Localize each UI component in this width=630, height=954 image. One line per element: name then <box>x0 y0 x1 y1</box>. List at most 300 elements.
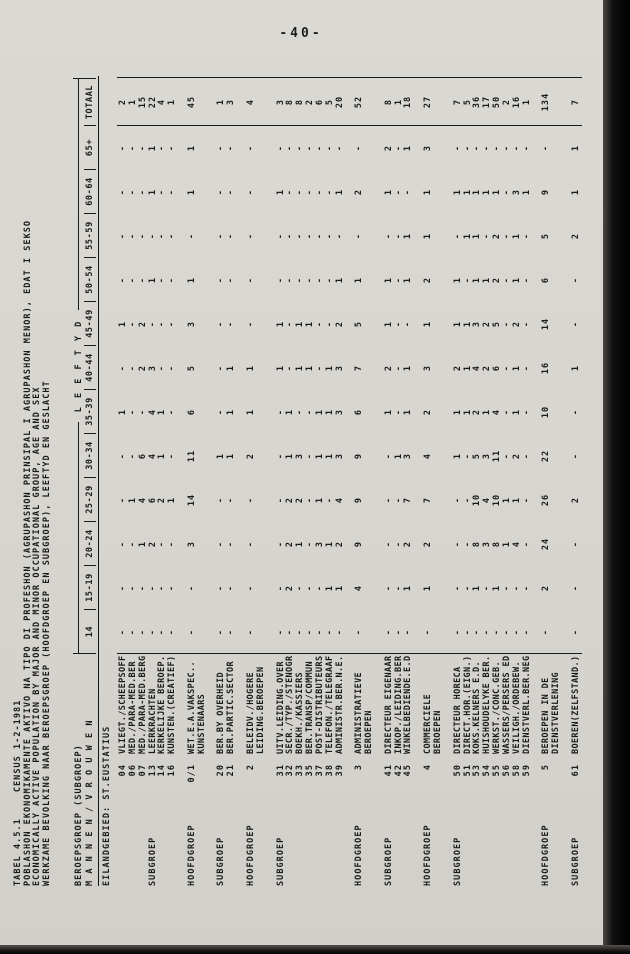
cell-value: 1 <box>324 584 335 592</box>
cell-value: - <box>285 188 296 196</box>
cell-value: 10 <box>541 405 552 419</box>
cell-value: 8 <box>492 540 503 548</box>
row-code: 0/1 <box>186 764 197 783</box>
cell-value: - <box>167 452 178 460</box>
cell-value: - <box>393 540 404 548</box>
row-code: 42 <box>393 764 404 777</box>
cell-value: 1 <box>334 276 345 284</box>
cell-value: - <box>295 232 306 240</box>
cell-value: - <box>472 144 483 152</box>
row-label: DIRECTEUR EIGENAAR <box>383 655 394 754</box>
cell-value: - <box>118 496 128 504</box>
row-label: WASSERS/PERSERS ED <box>501 655 512 754</box>
row-group-prefix: SUBGROEP <box>452 836 463 886</box>
cell-value: - <box>285 232 296 240</box>
cell-value: 2 <box>334 540 345 548</box>
cell-value: - <box>295 188 306 196</box>
cell-value: 2 <box>285 496 296 504</box>
header-row-groups <box>73 70 84 886</box>
cell-value: - <box>393 408 404 416</box>
cell-value: - <box>226 276 237 284</box>
cell-value: 5 <box>492 320 503 328</box>
cell-value: 14 <box>541 317 552 331</box>
cell-value: - <box>275 232 286 240</box>
cell-value: 11 <box>492 449 503 463</box>
row-code: 2 <box>245 764 256 771</box>
cell-value: - <box>521 232 532 240</box>
cell-value: 1 <box>492 584 503 592</box>
cell-value: 1 <box>462 364 473 372</box>
cell-value: 11 <box>186 449 197 463</box>
cell-value: 9 <box>354 496 365 504</box>
cell-value: - <box>295 276 306 284</box>
cell-value: - <box>118 276 128 284</box>
cell-value: - <box>127 584 138 592</box>
cell-value: 1 <box>186 276 197 284</box>
cell-value: 4 <box>511 540 522 548</box>
table-row <box>227 76 237 886</box>
cell-value: - <box>383 584 394 592</box>
row-code: 58 <box>511 764 522 777</box>
cell-value: - <box>275 540 286 548</box>
cell-value: 1 <box>511 276 522 284</box>
cell-value: - <box>570 408 581 416</box>
row-group-prefix: HOOFDGROEP <box>423 824 434 886</box>
cell-value: - <box>393 144 404 152</box>
cell-value: - <box>334 144 345 152</box>
cell-value: - <box>118 584 128 592</box>
column-separator-line <box>117 77 582 78</box>
cell-value: 1 <box>492 188 503 196</box>
cell-value: - <box>521 452 532 460</box>
age-column-header: 45-49 <box>84 302 96 346</box>
cell-value: 1 <box>452 452 463 460</box>
cell-value: 2 <box>482 364 493 372</box>
column-separator-line <box>117 125 582 126</box>
cell-value: - <box>324 232 335 240</box>
age-column-headers <box>84 78 96 654</box>
row-label: KUNSTENAARS <box>196 693 207 754</box>
cell-value: 1 <box>245 364 256 372</box>
region-header: EILANDGEBIED: ST.EUSTATIUS <box>102 725 112 886</box>
cell-value: - <box>521 540 532 548</box>
cell-value: 1 <box>383 408 394 416</box>
cell-value: - <box>226 320 237 328</box>
row-label: INKOP./LEIDING.BER <box>393 655 404 754</box>
cell-value: 1 <box>452 408 463 416</box>
cell-value: 3 <box>334 364 345 372</box>
row-code: 59 <box>521 764 532 777</box>
cell-value: - <box>521 144 532 152</box>
total-value: 27 <box>423 95 434 109</box>
row-label: WET.E.A.VAKSPEC.. <box>186 661 197 754</box>
row-label: ADMINISTR.BER.N.E. <box>334 655 345 754</box>
cell-value: - <box>245 144 256 152</box>
cell-value: 1 <box>511 364 522 372</box>
cell-value: 2 <box>285 540 296 548</box>
cell-value: 3 <box>472 320 483 328</box>
cell-value: 1 <box>403 232 414 240</box>
cell-value: 1 <box>462 320 473 328</box>
cell-value: 2 <box>472 408 483 416</box>
table-title: TABEL 4.5.1 <box>13 818 23 886</box>
cell-value: - <box>314 188 325 196</box>
cell-value: 2 <box>147 540 158 548</box>
cell-value: - <box>127 188 138 196</box>
age-column-header: 25-29 <box>84 478 96 522</box>
cell-value: 1 <box>403 276 414 284</box>
cell-value: - <box>334 628 345 636</box>
row-label: VLIEGT./SCHEEPSOFF <box>118 655 128 754</box>
cell-value: 1 <box>423 188 434 196</box>
cell-value: - <box>295 628 306 636</box>
cell-value: 2 <box>570 232 581 240</box>
age-column-header: 14 <box>84 610 96 654</box>
cell-value: 3 <box>334 452 345 460</box>
row-label: SECR./TYP./STENOGR <box>285 655 296 754</box>
total-value: 3 <box>275 98 286 106</box>
age-column-header: 30-34 <box>84 434 96 478</box>
cell-value: 3 <box>314 540 325 548</box>
table-row <box>355 76 365 886</box>
row-code: 32 <box>285 764 296 777</box>
cell-value: - <box>452 232 463 240</box>
row-code: 16 <box>167 764 178 777</box>
cell-value: - <box>403 188 414 196</box>
row-group-prefix: SUBGROEP <box>147 836 158 886</box>
table-rows <box>119 76 582 886</box>
cell-value: - <box>167 540 178 548</box>
cell-value: 2 <box>482 320 493 328</box>
cell-value: - <box>157 276 168 284</box>
cell-value: - <box>216 584 227 592</box>
table-row <box>247 76 257 886</box>
row-label: BER.TRANSP/COMMUN <box>305 661 316 754</box>
age-column-header: 15-19 <box>84 566 96 610</box>
cell-value: - <box>305 584 316 592</box>
cell-value: 1 <box>226 452 237 460</box>
total-value: 6 <box>314 98 325 106</box>
cell-value: 2 <box>354 188 365 196</box>
cell-value: 5 <box>354 320 365 328</box>
cell-value: - <box>245 320 256 328</box>
cell-value: 2 <box>137 364 148 372</box>
total-value: 1 <box>127 98 138 106</box>
cell-value: - <box>570 320 581 328</box>
row-group-prefix: SUBGROEP <box>383 836 394 886</box>
cell-value: 5 <box>472 452 483 460</box>
total-value: 8 <box>383 98 394 106</box>
cell-value: - <box>521 364 532 372</box>
row-label: BEROEPEN IN DE <box>541 677 552 754</box>
cell-value: - <box>226 188 237 196</box>
cell-value: - <box>452 628 463 636</box>
cell-value: 1 <box>334 584 345 592</box>
cell-value: 1 <box>462 408 473 416</box>
cell-value: 2 <box>334 320 345 328</box>
row-code: 07 <box>137 764 148 777</box>
table-row <box>336 76 346 886</box>
total-value: 8 <box>295 98 306 106</box>
cell-value: 2 <box>452 364 463 372</box>
cell-value: - <box>275 496 286 504</box>
header-rule-right <box>78 79 79 310</box>
cell-value: - <box>324 628 335 636</box>
cell-value: - <box>127 364 138 372</box>
row-code: 31 <box>275 764 286 777</box>
cell-value: - <box>137 188 148 196</box>
cell-value: - <box>511 584 522 592</box>
row-code: 55 <box>492 764 503 777</box>
total-value: 4 <box>245 98 256 106</box>
cell-value: 1 <box>403 584 414 592</box>
cell-value: - <box>324 496 335 504</box>
cell-value: 5 <box>186 364 197 372</box>
cell-value: - <box>570 584 581 592</box>
total-value: 5 <box>462 98 473 106</box>
cell-value: 1 <box>403 144 414 152</box>
cell-value: - <box>137 232 148 240</box>
cell-value: - <box>137 408 148 416</box>
cell-value: - <box>501 144 512 152</box>
cell-value: - <box>226 496 237 504</box>
cell-value: 1 <box>511 496 522 504</box>
row-label: BEROEPEN <box>364 710 375 754</box>
cell-value: - <box>147 320 158 328</box>
cell-value: - <box>521 496 532 504</box>
row-label: WINKELBEDIENDE.E.D <box>403 655 414 754</box>
cell-value: 1 <box>314 408 325 416</box>
cell-value: - <box>216 188 227 196</box>
cell-value: 24 <box>541 537 552 551</box>
cell-value: - <box>167 628 178 636</box>
cell-value: - <box>275 452 286 460</box>
cell-value: 1 <box>157 408 168 416</box>
total-value: 1 <box>393 98 404 106</box>
cell-value: 1 <box>521 188 532 196</box>
table-row <box>257 76 267 886</box>
cell-value: - <box>324 144 335 152</box>
row-code: 14 <box>157 764 168 777</box>
cell-value: 1 <box>501 496 512 504</box>
table-row <box>168 76 178 886</box>
row-code: 54 <box>482 764 493 777</box>
cell-value: 3 <box>147 364 158 372</box>
cell-value: - <box>501 408 512 416</box>
row-label: KUNSTEN.(CREATIEF) <box>167 655 178 754</box>
cell-value: - <box>285 628 296 636</box>
age-column-header: 40-44 <box>84 346 96 390</box>
row-label: ADMINISTRATIEVE <box>354 671 365 754</box>
cell-value: - <box>482 584 493 592</box>
cell-value: 7 <box>423 496 434 504</box>
cell-value: - <box>167 320 178 328</box>
header-underline <box>98 76 99 886</box>
row-code: 56 <box>501 764 512 777</box>
cell-value: - <box>541 628 552 636</box>
cell-value: 1 <box>462 188 473 196</box>
cell-value: - <box>482 628 493 636</box>
cell-value: 1 <box>511 232 522 240</box>
cell-value: - <box>295 408 306 416</box>
cell-value: 1 <box>383 276 394 284</box>
cell-value: 1 <box>482 408 493 416</box>
cell-value: 2 <box>511 452 522 460</box>
table-row <box>365 76 375 886</box>
row-label: HUISHOUDELYKE BER. <box>482 655 493 754</box>
cell-value: 2 <box>245 452 256 460</box>
scan-binding-edge <box>603 0 630 954</box>
cell-value: - <box>462 540 473 548</box>
cell-value: 1 <box>570 144 581 152</box>
cell-value: - <box>118 144 128 152</box>
cell-value: - <box>511 628 522 636</box>
row-code: 33 <box>295 764 306 777</box>
cell-value: 1 <box>226 364 237 372</box>
cell-value: 1 <box>275 320 286 328</box>
cell-value: - <box>393 364 404 372</box>
row-label: DIENSTVERLENING <box>551 671 562 754</box>
cell-value: 2 <box>492 232 503 240</box>
row-label: DIENSTVERL.BER.NEG <box>521 655 532 754</box>
cell-value: 6 <box>186 408 197 416</box>
cell-value: - <box>354 232 365 240</box>
cell-value: - <box>403 628 414 636</box>
cell-value: 1 <box>472 232 483 240</box>
cell-value: - <box>216 628 227 636</box>
row-code: 06 <box>127 764 138 777</box>
cell-value: 1 <box>403 364 414 372</box>
cell-value: 1 <box>423 232 434 240</box>
total-value: 7 <box>452 98 463 106</box>
cell-value: - <box>127 144 138 152</box>
cell-value: 1 <box>324 452 335 460</box>
cell-value: 1 <box>147 188 158 196</box>
cell-value: 3 <box>482 540 493 548</box>
cell-value: 1 <box>472 276 483 284</box>
cell-value: - <box>226 540 237 548</box>
cell-value: - <box>393 584 404 592</box>
row-label: VEILIGH./ORDEBEW. <box>511 661 522 754</box>
total-value: 16 <box>511 95 522 109</box>
cell-value: - <box>501 188 512 196</box>
cell-value: - <box>314 232 325 240</box>
row-group-prefix: HOOFDGROEP <box>354 824 365 886</box>
cell-value: 1 <box>157 452 168 460</box>
cell-value: 1 <box>314 452 325 460</box>
row-code: 51 <box>462 764 473 777</box>
cell-value: - <box>492 144 503 152</box>
cell-value: 2 <box>541 584 552 592</box>
cell-value: 10 <box>472 493 483 507</box>
cell-value: 3 <box>186 320 197 328</box>
cell-value: - <box>501 628 512 636</box>
cell-value: - <box>226 628 237 636</box>
row-code: 21 <box>226 764 237 777</box>
cell-value: 7 <box>354 364 365 372</box>
row-code: 04 <box>118 764 128 777</box>
cell-value: 1 <box>334 188 345 196</box>
total-value: 2 <box>118 98 128 106</box>
age-column-header: 60-64 <box>84 170 96 214</box>
column-group-header: BEROEPSGROEP (SUBGROEP) <box>73 744 84 886</box>
cell-value: - <box>137 144 148 152</box>
row-label: MED./PARA-MED.BER <box>127 661 138 754</box>
cell-value: - <box>305 540 316 548</box>
cell-value: 9 <box>354 540 365 548</box>
cell-value: 6 <box>492 364 503 372</box>
cell-value: - <box>216 276 227 284</box>
age-header-row <box>84 70 96 886</box>
cell-value: - <box>137 276 148 284</box>
cell-value: - <box>482 232 493 240</box>
cell-value: - <box>383 540 394 548</box>
cell-value: - <box>285 320 296 328</box>
cell-value: - <box>275 628 286 636</box>
cell-value: - <box>167 232 178 240</box>
cell-value: 3 <box>403 452 414 460</box>
cell-value: - <box>324 188 335 196</box>
cell-value: 4 <box>147 408 158 416</box>
cell-value: - <box>167 188 178 196</box>
cell-value: 1 <box>127 496 138 504</box>
cell-value: - <box>462 628 473 636</box>
cell-value: - <box>423 628 434 636</box>
cell-value: - <box>305 628 316 636</box>
cell-value: 4 <box>472 364 483 372</box>
cell-value: - <box>245 584 256 592</box>
age-column-header: 50-54 <box>84 258 96 302</box>
age-column-header: TOTAAL <box>84 78 96 126</box>
cell-value: 3 <box>295 452 306 460</box>
age-column-header: 65+ <box>84 126 96 170</box>
subtitle-papiamento: POBLASHON EKONOMIKAMENTE AKTIVO NA TIPO DI PROFESHON (AGRUPASHON PRINSIPAL I AGRUPASHON MENOR), EDAT I SEKSO <box>22 219 33 886</box>
cell-value: - <box>127 232 138 240</box>
row-label: LEIDING.BEROEPEN <box>255 666 266 754</box>
cell-value: 4 <box>334 496 345 504</box>
cell-value: 26 <box>541 493 552 507</box>
cell-value: - <box>511 144 522 152</box>
cell-value: - <box>157 144 168 152</box>
cell-value: 1 <box>324 540 335 548</box>
cell-value: - <box>383 452 394 460</box>
cell-value: - <box>167 144 178 152</box>
row-code: 41 <box>383 764 394 777</box>
cell-value: - <box>147 232 158 240</box>
total-value: 36 <box>472 95 483 109</box>
cell-value: - <box>452 144 463 152</box>
total-value: 1 <box>216 98 227 106</box>
cell-value: - <box>403 320 414 328</box>
cell-value: - <box>167 276 178 284</box>
cell-value: - <box>285 364 296 372</box>
cell-value: - <box>216 496 227 504</box>
rotated-table-region <box>14 70 596 886</box>
cell-value: 1 <box>295 364 306 372</box>
table-row <box>188 76 198 886</box>
cell-value: 14 <box>186 493 197 507</box>
cell-value: - <box>216 232 227 240</box>
cell-value: 1 <box>137 540 148 548</box>
cell-value: 2 <box>511 320 522 328</box>
row-code: 4 <box>423 764 434 771</box>
cell-value: 1 <box>275 188 286 196</box>
cell-value: - <box>305 144 316 152</box>
cell-value: - <box>570 540 581 548</box>
cell-value: - <box>157 188 168 196</box>
cell-value: 1 <box>324 364 335 372</box>
row-group-prefix: SUBGROEP <box>216 836 227 886</box>
